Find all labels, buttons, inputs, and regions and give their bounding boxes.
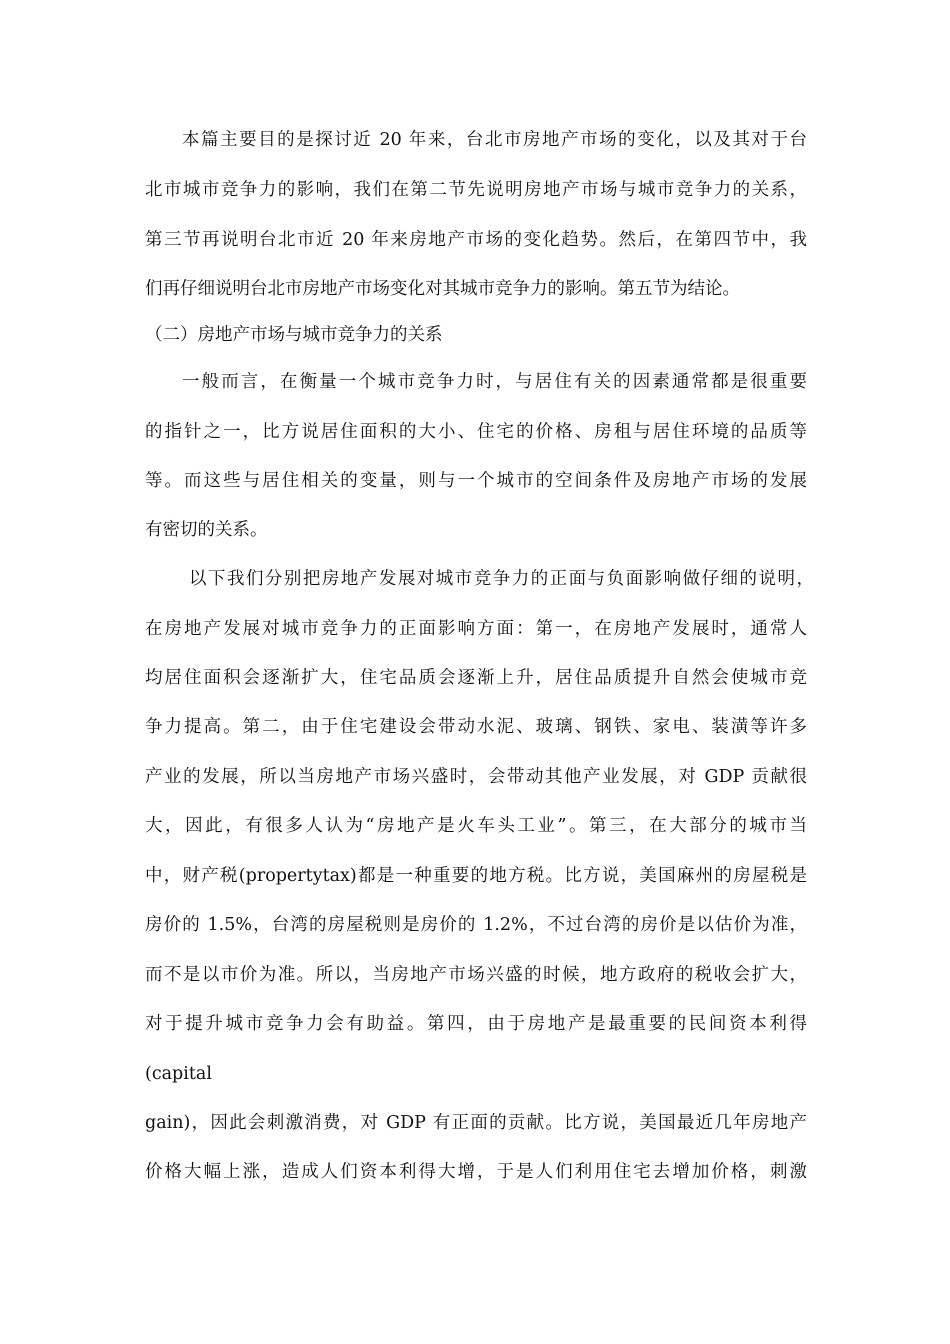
paragraph-3-line-7: 中，财产税(propertytax)都是一种重要的地方税。比方说，美国麻州的房屋税是	[145, 866, 807, 886]
paragraph-3-line-1: 以下我们分别把房地产发展对城市竞争力的正面与负面影响做仔细的说明，	[189, 569, 814, 589]
section-heading: （二）房地产市场与城市竞争力的关系	[145, 325, 443, 345]
paragraph-3-line-9: 而不是以市价为准。所以，当房地产市场兴盛的时候，地方政府的税收会扩大，	[145, 965, 807, 985]
paragraph-1-line-3: 第三节再说明台北市近 20 年来房地产市场的变化趋势。然后，在第四节中，我	[145, 230, 807, 250]
paragraph-1-line-2: 北市城市竞争力的影响，我们在第二节先说明房地产市场与城市竞争力的关系，	[145, 180, 807, 200]
paragraph-2-line-3: 等。而这些与居住相关的变量，则与一个城市的空间条件及房地产市场的发展	[145, 471, 807, 491]
paragraph-1-line-4: 们再仔细说明台北市房地产市场变化对其城市竞争力的影响。第五节为结论。	[145, 279, 740, 299]
paragraph-1-line-1: 本篇主要目的是探讨近 20 年来，台北市房地产市场的变化，以及其对于台	[182, 130, 807, 150]
paragraph-2-line-2: 的指针之一，比方说居住面积的大小、住宅的价格、房租与居住环境的品质等	[145, 422, 807, 442]
paragraph-2-line-4: 有密切的关系。	[145, 520, 268, 540]
paragraph-3-line-11: (capital	[145, 1064, 212, 1084]
paragraph-3-line-5: 产业的发展，所以当房地产市场兴盛时，会带动其他产业发展，对 GDP 贡献很	[145, 767, 807, 787]
paragraph-3-line-4: 争力提高。第二，由于住宅建设会带动水泥、玻璃、钢铁、家电、装潢等许多	[145, 717, 807, 737]
paragraph-3-line-10: 对于提升城市竞争力会有助益。第四，由于房地产是最重要的民间资本利得	[145, 1014, 807, 1034]
paragraph-3-line-3: 均居住面积会逐渐扩大，住宅品质会逐渐上升，居住品质提升自然会使城市竞	[145, 668, 807, 688]
paragraph-3-line-6: 大，因此，有很多人认为“房地产是火车头工业”。第三，在大部分的城市当	[145, 816, 807, 836]
paragraph-3-line-13: 价格大幅上涨，造成人们资本利得大增，于是人们利用住宅去增加价格，刺激	[145, 1162, 807, 1182]
paragraph-3-line-12: gain)，因此会刺激消费，对 GDP 有正面的贡献。比方说，美国最近几年房地产	[145, 1113, 807, 1133]
paragraph-3-line-2: 在房地产发展对城市竞争力的正面影响方面：第一，在房地产发展时，通常人	[145, 619, 807, 639]
paragraph-2-line-1: 一般而言，在衡量一个城市竞争力时，与居住有关的因素通常都是很重要	[182, 372, 807, 392]
paragraph-3-line-8: 房价的 1.5%，台湾的房屋税则是房价的 1.2%，不过台湾的房价是以估价为准，	[145, 915, 807, 935]
